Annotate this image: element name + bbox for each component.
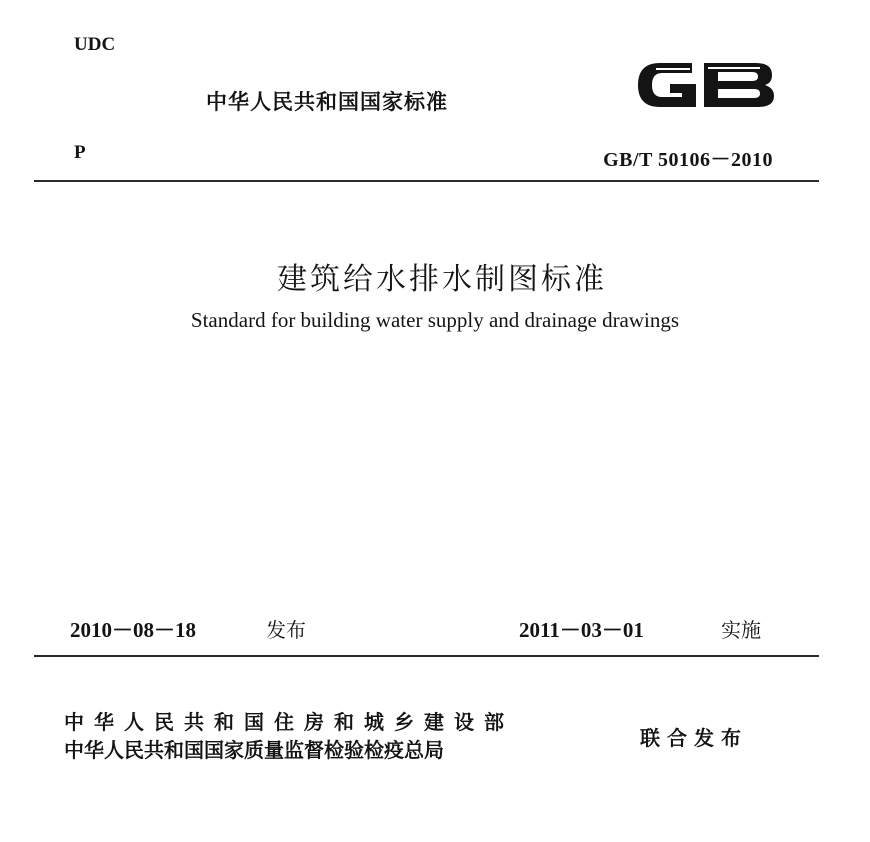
gb-logo-icon — [632, 57, 777, 113]
bottom-divider — [34, 655, 819, 657]
category-letter: P — [74, 142, 86, 163]
udc-label: UDC — [74, 34, 116, 55]
chinese-title: 建筑给水排水制图标准 — [277, 262, 607, 297]
issuer-aqsiq: 中华人民共和国国家质量监督检验检疫总局 — [64, 738, 444, 762]
implementation-date: 2011－03－01 — [519, 618, 644, 642]
issue-label: 发布 — [266, 618, 306, 642]
standard-number: GB/T 50106－2010 — [603, 149, 773, 171]
national-standard-heading: 中华人民共和国国家标准 — [206, 90, 448, 114]
joint-issue-label: 联合发布 — [640, 726, 748, 750]
issuer-ministry: 中华人民共和国住房和城乡建设部 — [64, 710, 514, 734]
top-divider — [34, 180, 819, 182]
implementation-label: 实施 — [721, 618, 761, 642]
english-title: Standard for building water supply and drainage drawings — [190, 308, 680, 332]
issue-date: 2010－08－18 — [70, 618, 196, 642]
gb-logo — [632, 57, 777, 113]
